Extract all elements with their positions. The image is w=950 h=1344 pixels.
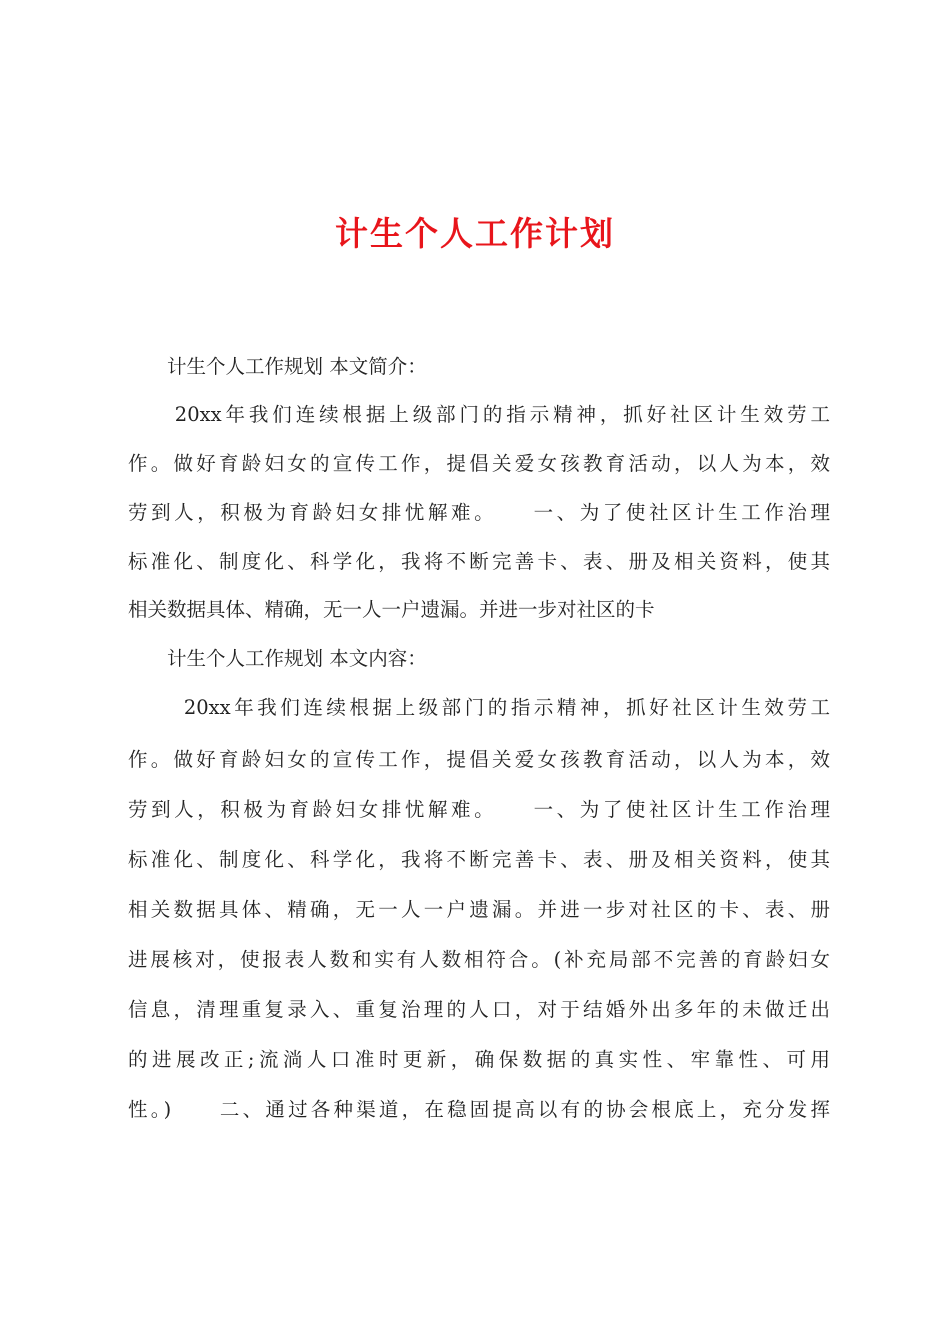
text-line: 标准化、制度化、科学化，我将不断完善卡、表、册及相关资料，使其	[128, 550, 830, 573]
text-line: 作。做好育龄妇女的宣传工作，提倡关爱女孩教育活动，以人为本，效	[128, 748, 830, 771]
text-line: 性。) 二、通过各种渠道，在稳固提高以有的协会根底上，充分发挥	[128, 1098, 830, 1121]
text-line: 信息，清理重复录入、重复治理的人口，对于结婚外出多年的未做迁出	[128, 998, 830, 1021]
text-line: 进展核对，使报表人数和实有人数相符合。(补充局部不完善的育龄妇女	[128, 948, 830, 971]
text-line: 的进展改正;流淌人口准时更新，确保数据的真实性、牢靠性、可用	[128, 1048, 830, 1071]
text-line: 20xx年我们连续根据上级部门的指示精神，抓好社区计生效劳工	[128, 403, 830, 426]
text-line: 标准化、制度化、科学化，我将不断完善卡、表、册及相关资料，使其	[128, 848, 830, 871]
content-heading: 计生个人工作规划 本文内容：	[128, 647, 427, 670]
text-line: 相关数据具体、精确，无一人一户遗漏。并进一步对社区的卡	[128, 598, 655, 621]
intro-heading: 计生个人工作规划 本文简介：	[128, 355, 427, 378]
text-line: 相关数据具体、精确，无一人一户遗漏。并进一步对社区的卡、表、册	[128, 898, 830, 921]
text-line: 作。做好育龄妇女的宣传工作，提倡关爱女孩教育活动，以人为本，效	[128, 452, 830, 475]
document-title: 计生个人工作计划	[335, 214, 615, 253]
text-line: 劳到人，积极为育龄妇女排忧解难。 一、为了使社区计生工作治理	[128, 501, 830, 524]
text-line: 20xx年我们连续根据上级部门的指示精神，抓好社区计生效劳工	[128, 696, 830, 719]
text-line: 劳到人，积极为育龄妇女排忧解难。 一、为了使社区计生工作治理	[128, 798, 830, 821]
